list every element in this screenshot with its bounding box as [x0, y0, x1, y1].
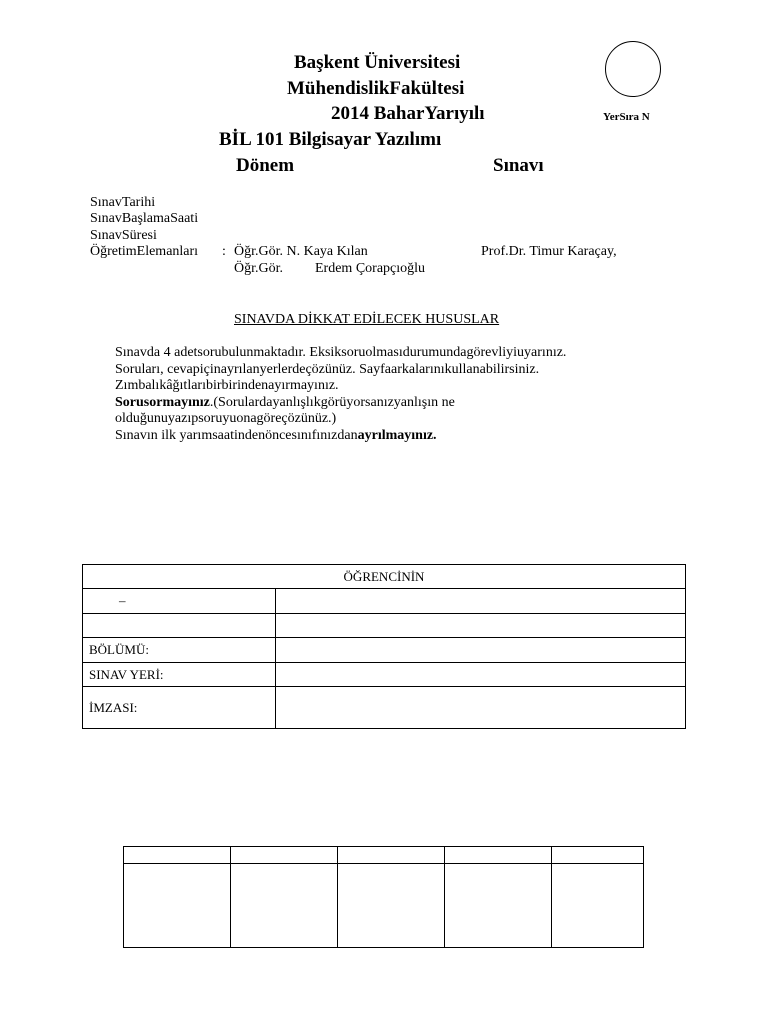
course-name: BİL 101 Bilgisayar Yazılımı: [219, 129, 442, 150]
rule-line-6: [115, 428, 566, 445]
exam-location-field[interactable]: [276, 663, 686, 687]
rule-line-1: Sınavda 4 adetsorubulunmaktadır. Eksiksoruolmasıdurumundagörevliyiuyarınız.: [115, 345, 567, 360]
department-label: BÖLÜMÜ:: [83, 638, 276, 663]
exam-type-word2: Sınavı: [493, 155, 544, 176]
score-table-value-row: [124, 864, 644, 948]
score-header-cell: [338, 847, 445, 864]
score-cell[interactable]: [445, 864, 552, 948]
instructor-1: Öğr.Gör. N. Kaya Kılan: [234, 244, 368, 259]
exam-duration-label: SınavSüresi: [90, 228, 157, 243]
student-table-header-row: [83, 565, 686, 589]
signature-field[interactable]: [276, 687, 686, 729]
rule-line-4-rest: .(Sorulardayanlışlıkgörüyorsanızyanlışın ne: [209, 394, 455, 410]
table-row: [83, 663, 686, 687]
instructor-2: Prof.Dr. Timur Karaçay,: [481, 244, 617, 259]
seat-number-circle: [605, 41, 661, 97]
student-number-label: [83, 614, 276, 638]
score-table: [123, 846, 644, 948]
instructors-colon: :: [222, 244, 226, 259]
instructors-label: ÖğretimElemanları: [90, 244, 199, 259]
score-cell[interactable]: [124, 864, 231, 948]
score-header-cell: [124, 847, 231, 864]
seat-number-label: YerSıra N: [603, 111, 650, 123]
student-name-label: –: [83, 589, 276, 614]
instructor-3-title: Öğr.Gör.: [234, 261, 283, 276]
exam-start-label: SınavBaşlamaSaati: [90, 211, 199, 226]
rule-line-2: Soruları, cevapiçinayrılanyerlerdeçözünüz. Sayfaarkalarınıkullanabilirsiniz.: [115, 361, 540, 377]
exam-date-label: SınavTarihi: [90, 195, 156, 210]
exam-location-label: SINAV YERİ:: [83, 663, 276, 687]
rules-list: [115, 345, 566, 444]
rule-line-4-bold: Sorusormayınız: [115, 394, 210, 410]
rule-line-5: olduğunuyazıpsoruyuonagöreçözünüz.): [115, 411, 337, 426]
table-row: [83, 687, 686, 729]
rule-line-4: [115, 395, 566, 412]
rule-line-3: Zımbalıkâğıtlarıbirbirindenayırmayınız.: [115, 378, 339, 393]
student-info-table: [82, 564, 686, 729]
rule-line-6-bold: ayrılmayınız.: [357, 427, 437, 443]
university-name: Başkent Üniversitesi: [294, 52, 461, 73]
signature-label: İMZASI:: [83, 687, 276, 729]
rule-line-6-start: Sınavın ilk yarımsaatindenöncesınıfınızdan: [115, 427, 358, 443]
student-number-field[interactable]: [276, 614, 686, 638]
table-row: [83, 614, 686, 638]
term-name: 2014 BaharYarıyılı: [331, 103, 485, 124]
instructor-3-name: Erdem Çorapçıoğlu: [315, 261, 426, 276]
score-header-cell: [552, 847, 644, 864]
table-row: [83, 638, 686, 663]
faculty-name: MühendislikFakültesi: [287, 78, 465, 99]
score-cell[interactable]: [231, 864, 338, 948]
rules-heading: SINAVDA DİKKAT EDİLECEK HUSUSLAR: [234, 312, 500, 327]
student-name-field[interactable]: [276, 589, 686, 614]
table-row: [83, 589, 686, 614]
score-cell[interactable]: [338, 864, 445, 948]
score-header-cell: [231, 847, 338, 864]
score-header-cell: [445, 847, 552, 864]
department-field[interactable]: [276, 638, 686, 663]
student-table-title: ÖĞRENCİNİN: [83, 565, 686, 589]
exam-type-word1: Dönem: [236, 155, 295, 176]
score-cell[interactable]: [552, 864, 644, 948]
score-table-header-row: [124, 847, 644, 864]
